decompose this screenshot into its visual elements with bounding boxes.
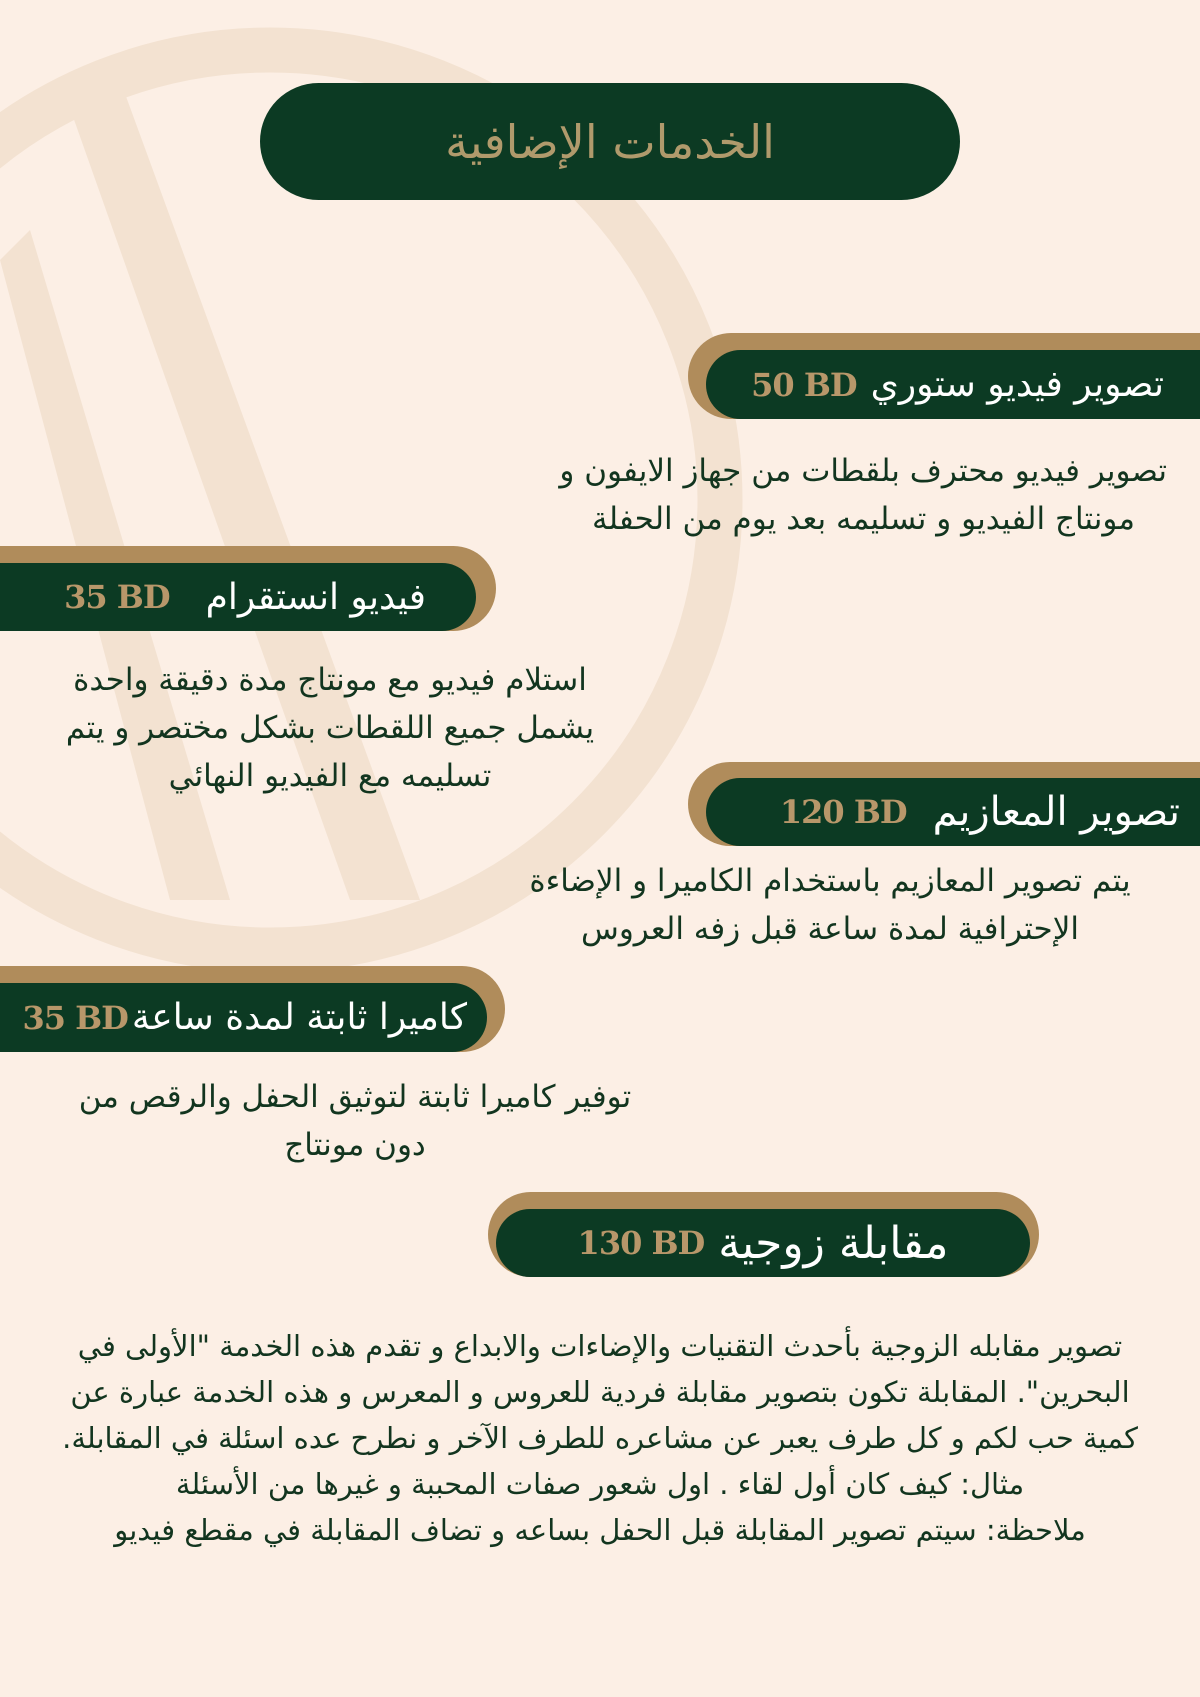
description-line: البحرين". المقابلة تكون بتصوير مقابلة فردية للعروس و المعرس و هذه الخدمة عبارة عن xyxy=(70,1375,1130,1409)
service-price: 120 BD xyxy=(779,793,907,831)
description-line: دون مونتاج xyxy=(284,1127,426,1163)
description-line: يشمل جميع اللقطات بشكل مختصر و يتم xyxy=(65,710,595,746)
description-line: تسليمه مع الفيديو النهائي xyxy=(168,758,492,794)
service-description xyxy=(20,656,640,800)
service-name: مقابلة زوجية xyxy=(718,1217,949,1269)
service-banner xyxy=(706,350,1200,419)
service-name: تصوير المعازيم xyxy=(932,789,1180,835)
service-price: 50 BD xyxy=(751,365,857,404)
description-line: توفير كاميرا ثابتة لتوثيق الحفل والرقص من xyxy=(78,1079,632,1115)
service-description xyxy=(480,857,1180,953)
service-price: 35 BD xyxy=(64,578,170,616)
page-title-banner xyxy=(260,83,960,200)
service-description xyxy=(30,1073,680,1169)
description-line: مونتاج الفيديو و تسليمه بعد يوم من الحفلة xyxy=(592,501,1135,537)
description-line: استلام فيديو مع مونتاج مدة دقيقة واحدة xyxy=(73,662,587,698)
service-price: 130 BD xyxy=(577,1224,705,1262)
service-description xyxy=(559,447,1167,543)
description-line: مثال: كيف كان أول لقاء . اول شعور صفات المحببة و غيرها من الأسئلة xyxy=(175,1467,1025,1501)
service-description xyxy=(20,1323,1180,1553)
description-line: كمية حب لكم و كل طرف يعبر عن مشاعره للطرف الآخر و نطرح عده اسئلة في المقابلة. xyxy=(62,1421,1138,1455)
service-price: 35 BD xyxy=(22,998,128,1037)
service-banner xyxy=(496,1209,1030,1277)
service-name: تصوير فيديو ستوري xyxy=(870,364,1164,405)
page-title: الخدمات الإضافية xyxy=(445,114,775,169)
service-name: كاميرا ثابتة لمدة ساعة xyxy=(131,997,467,1038)
service-banner xyxy=(706,778,1200,846)
service-banner xyxy=(0,983,487,1052)
description-line: تصوير فيديو محترف بلقطات من جهاز الايفون و xyxy=(559,453,1167,489)
description-line: تصوير مقابله الزوجية بأحدث التقنيات والإضاءات والابداع و تقدم هذه الخدمة "الأولى في xyxy=(77,1329,1123,1363)
service-name: فيديو انستقرام xyxy=(205,576,426,618)
description-line: ملاحظة: سيتم تصوير المقابلة قبل الحفل بساعه و تضاف المقابلة في مقطع فيديو xyxy=(114,1513,1086,1547)
description-line: الإحترافية لمدة ساعة قبل زفه العروس xyxy=(581,911,1079,947)
description-line: يتم تصوير المعازيم باستخدام الكاميرا و الإضاءة xyxy=(529,863,1131,899)
service-banner xyxy=(0,563,476,631)
